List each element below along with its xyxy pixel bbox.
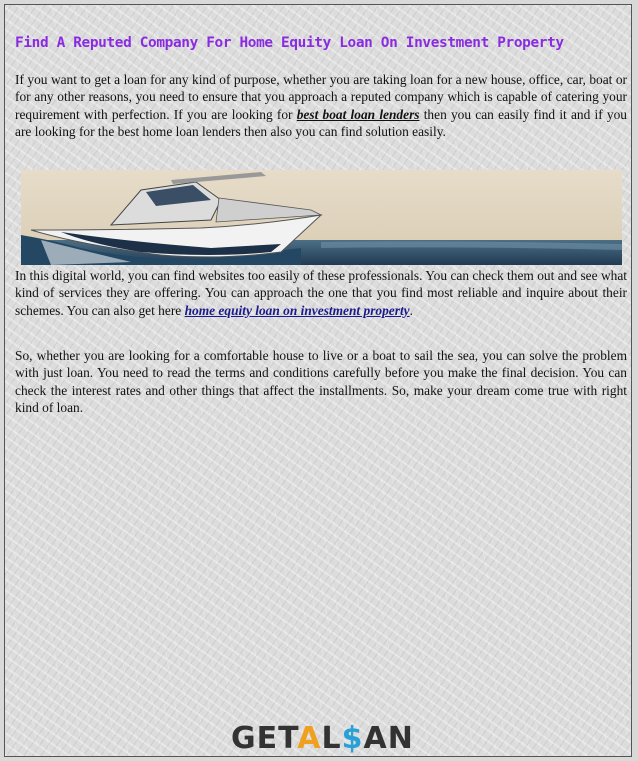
logo-text-l: L — [321, 721, 342, 756]
logo-coin-icon: $ — [341, 721, 364, 756]
logo-text-get: GET — [231, 721, 298, 756]
paragraph-intro-text-b: then you can easily find it and if you are looking for the best home loan lenders then also you can find solution easily. — [15, 106, 628, 139]
boat-loan-lenders-link[interactable]: best boat loan lenders — [296, 106, 420, 122]
paragraph-conclusion: So, whether you are looking for a comfortable house to live or a boat to sail the sea, you can solve the problem with just loan. You need to read the terms and conditions carefully before you make the final decision. You can check the interest rates and other things that affect the installments. So, make your dream come true with right kind of loan. — [15, 348, 627, 415]
boat-illustration — [21, 170, 622, 265]
paragraph-digital-text-a: In this digital world, you can find websites too easily of these professionals. You can check them out and see what kind of services they are offering. You can approach the one that you find most reliable and inquire about their schemes. You can also get here — [15, 268, 627, 318]
paragraph-digital-text-b: . — [409, 302, 413, 318]
paragraph-intro-text-a: If you want to get a loan for any kind of purpose, whether you are taking loan for a new house, office, car, boat or for any other reasons, you need to ensure that you approach a reputed company which is capable of catering your requirement with perfection. If you are looking for — [15, 72, 627, 122]
page-title: Find A Reputed Company For Home Equity Loan On Investment Property — [15, 35, 564, 51]
document-page — [4, 4, 632, 757]
boat-image — [21, 170, 622, 265]
paragraph-intro — [15, 71, 627, 140]
logo-text-a: A — [297, 721, 322, 756]
paragraph-digital — [15, 267, 627, 319]
home-equity-loan-link[interactable]: home equity loan on investment property — [184, 302, 410, 318]
getaloan-logo — [231, 721, 414, 756]
logo-text-an: AN — [363, 721, 414, 756]
